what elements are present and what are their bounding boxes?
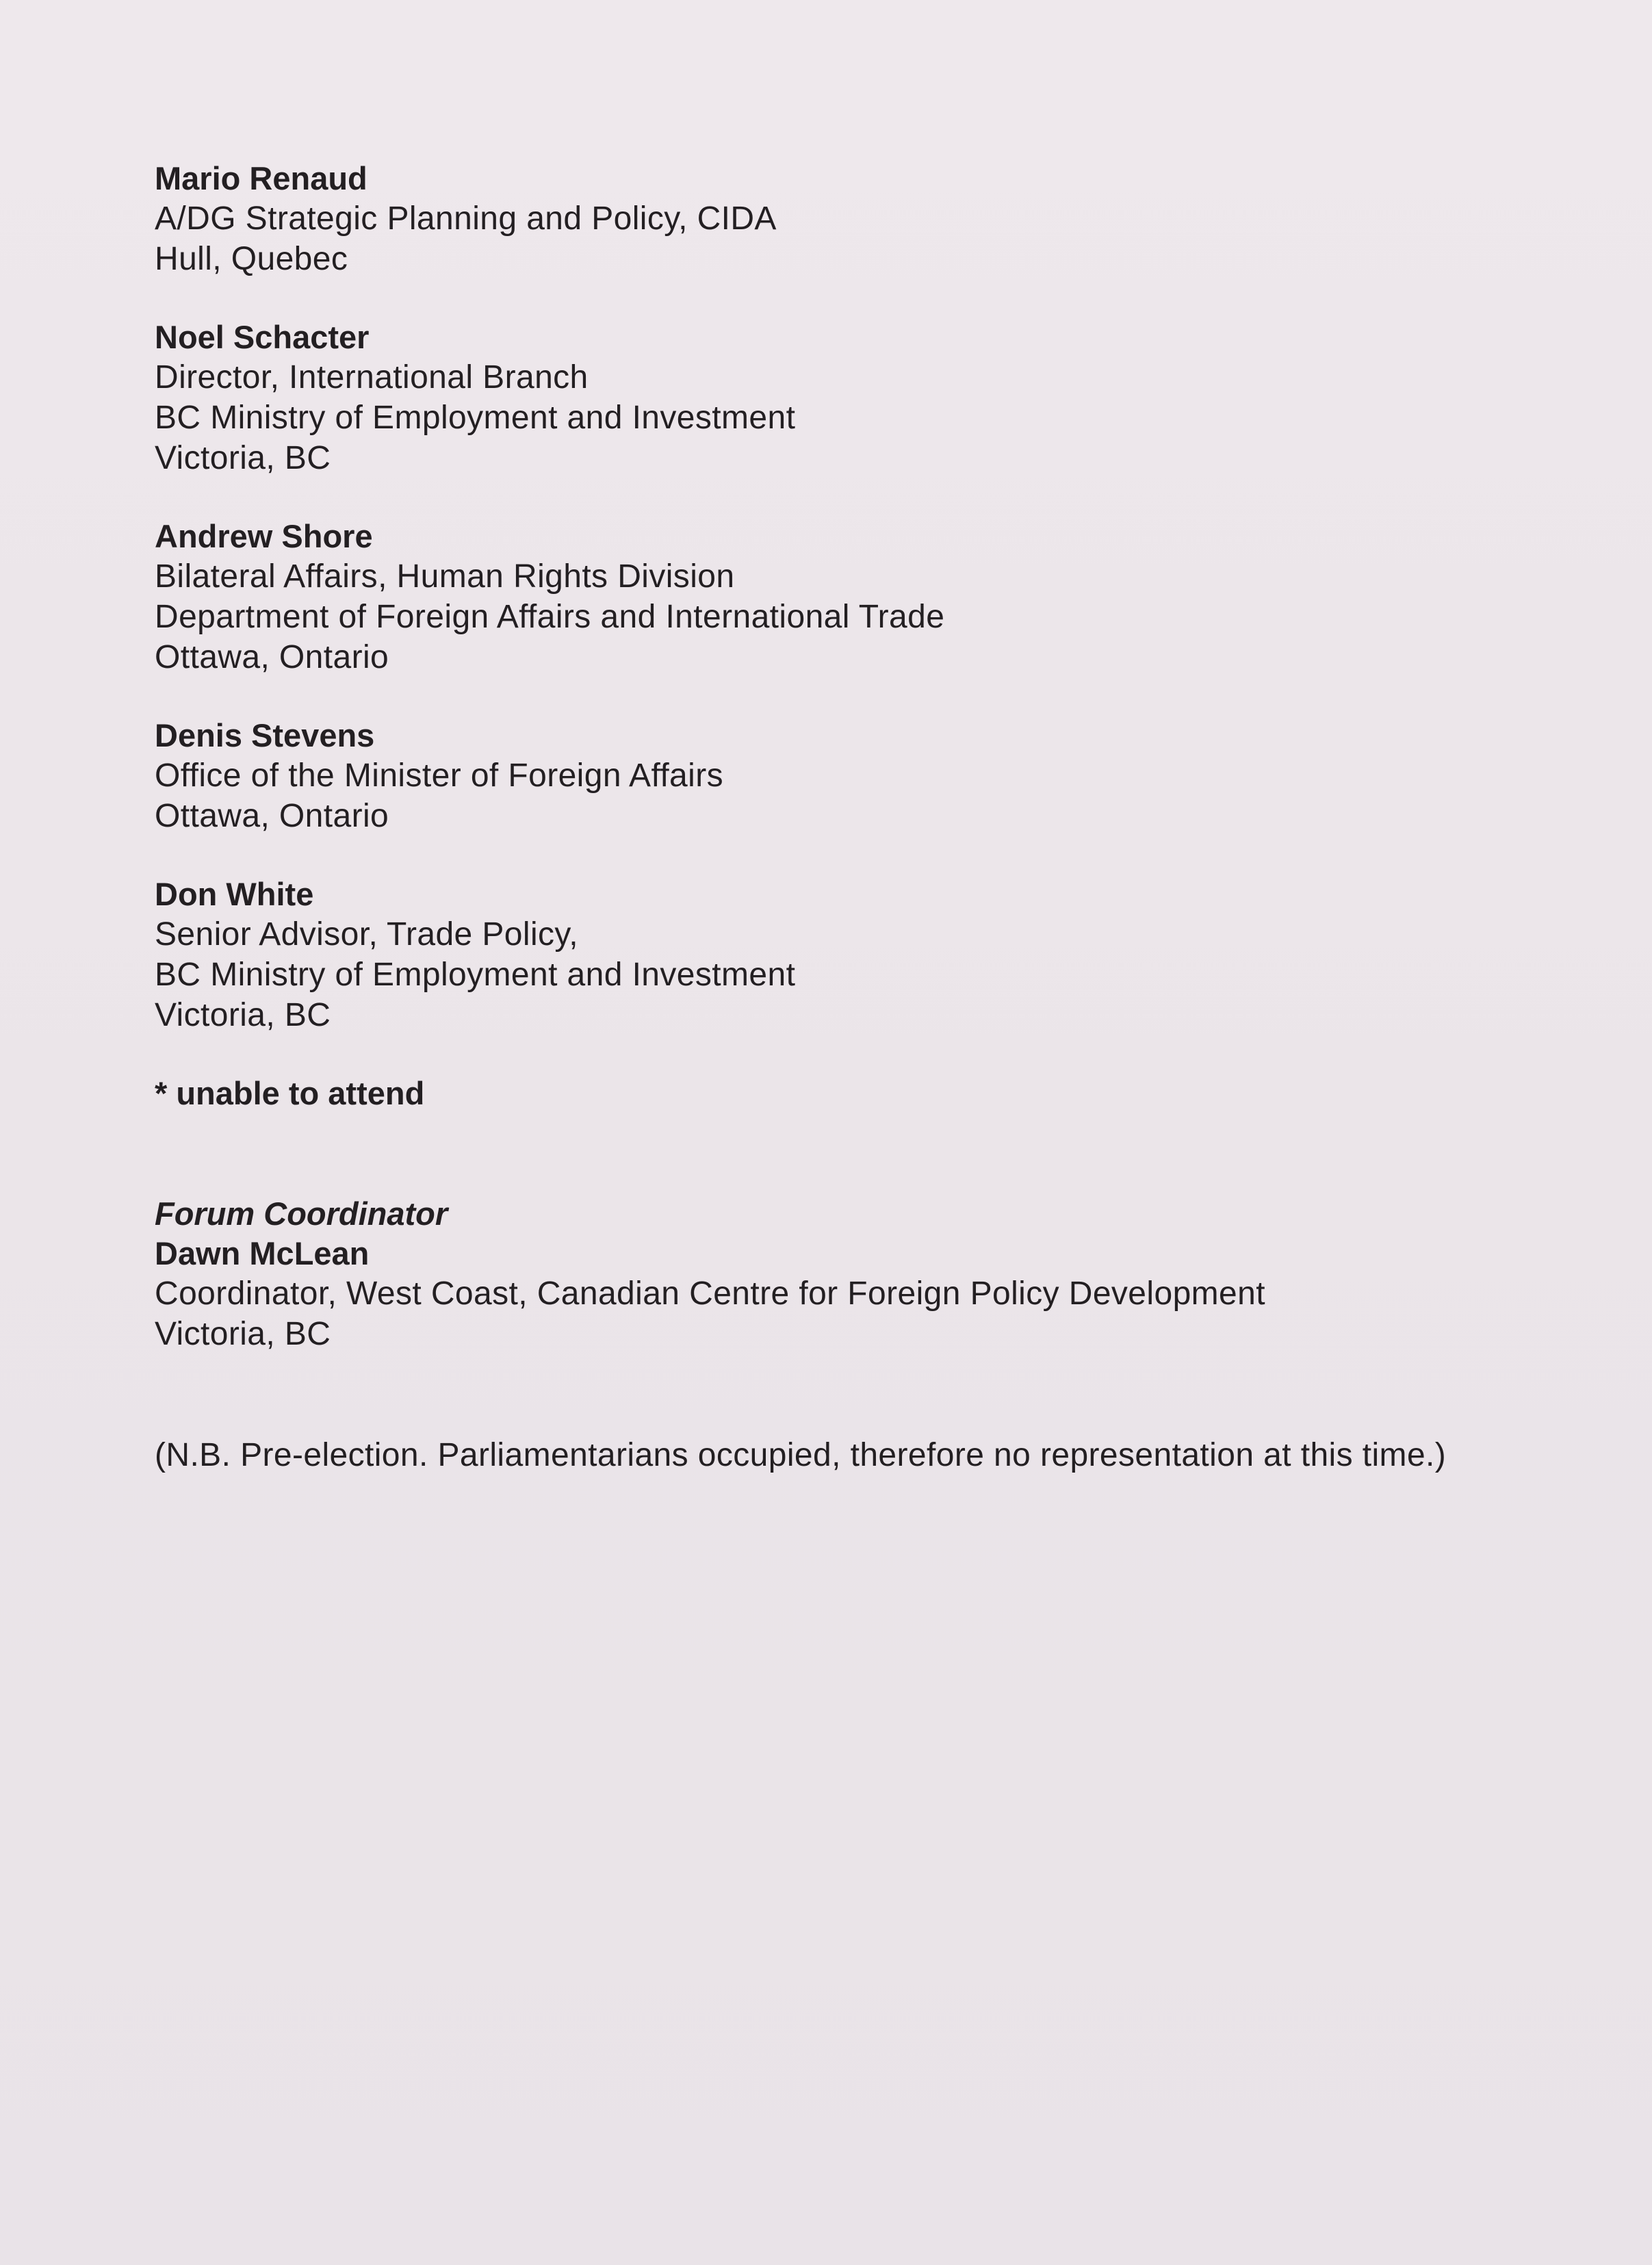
coordinator-location: Victoria, BC — [155, 1316, 331, 1352]
participant-name: Don White — [155, 876, 314, 912]
participant-location: Ottawa, Ontario — [155, 798, 389, 834]
participant-location: Ottawa, Ontario — [155, 639, 389, 675]
participant-location: Victoria, BC — [155, 440, 331, 476]
attendance-footnote: * unable to attend — [155, 1075, 425, 1111]
participant-entry — [155, 875, 1523, 1035]
nota-bene-note: (N.B. Pre-election. Parliamentarians occupied, therefore no representation at this time.) — [155, 1437, 1447, 1473]
participant-entry — [155, 159, 1523, 279]
participant-name: Andrew Shore — [155, 518, 373, 554]
participant-location: Victoria, BC — [155, 997, 331, 1033]
participant-entry — [155, 318, 1523, 478]
participant-entry — [155, 716, 1523, 836]
participant-title: Senior Advisor, Trade Policy, — [155, 916, 579, 953]
participant-title: Bilateral Affairs, Human Rights Division — [155, 558, 735, 595]
participant-location: Hull, Quebec — [155, 241, 348, 277]
participant-name: Denis Stevens — [155, 717, 375, 753]
participant-organization: Office of the Minister of Foreign Affairs — [155, 758, 723, 794]
participant-organization: BC Ministry of Employment and Investment — [155, 400, 796, 436]
participant-organization: Department of Foreign Affairs and International Trade — [155, 599, 945, 635]
participant-entry — [155, 517, 1523, 677]
participant-name: Noel Schacter — [155, 319, 370, 355]
participant-list — [155, 159, 1523, 1478]
coordinator-name: Dawn McLean — [155, 1235, 370, 1271]
participant-name: Mario Renaud — [155, 160, 367, 196]
coordinator-title: Coordinator, West Coast, Canadian Centre for Foreign Policy Development — [155, 1276, 1265, 1312]
participant-title: Director, International Branch — [155, 359, 589, 396]
coordinator-section — [155, 1194, 1523, 1354]
participant-title: A/DG Strategic Planning and Policy, CIDA — [155, 200, 777, 237]
section-heading: Forum Coordinator — [155, 1195, 448, 1232]
participant-organization: BC Ministry of Employment and Investment — [155, 957, 796, 993]
